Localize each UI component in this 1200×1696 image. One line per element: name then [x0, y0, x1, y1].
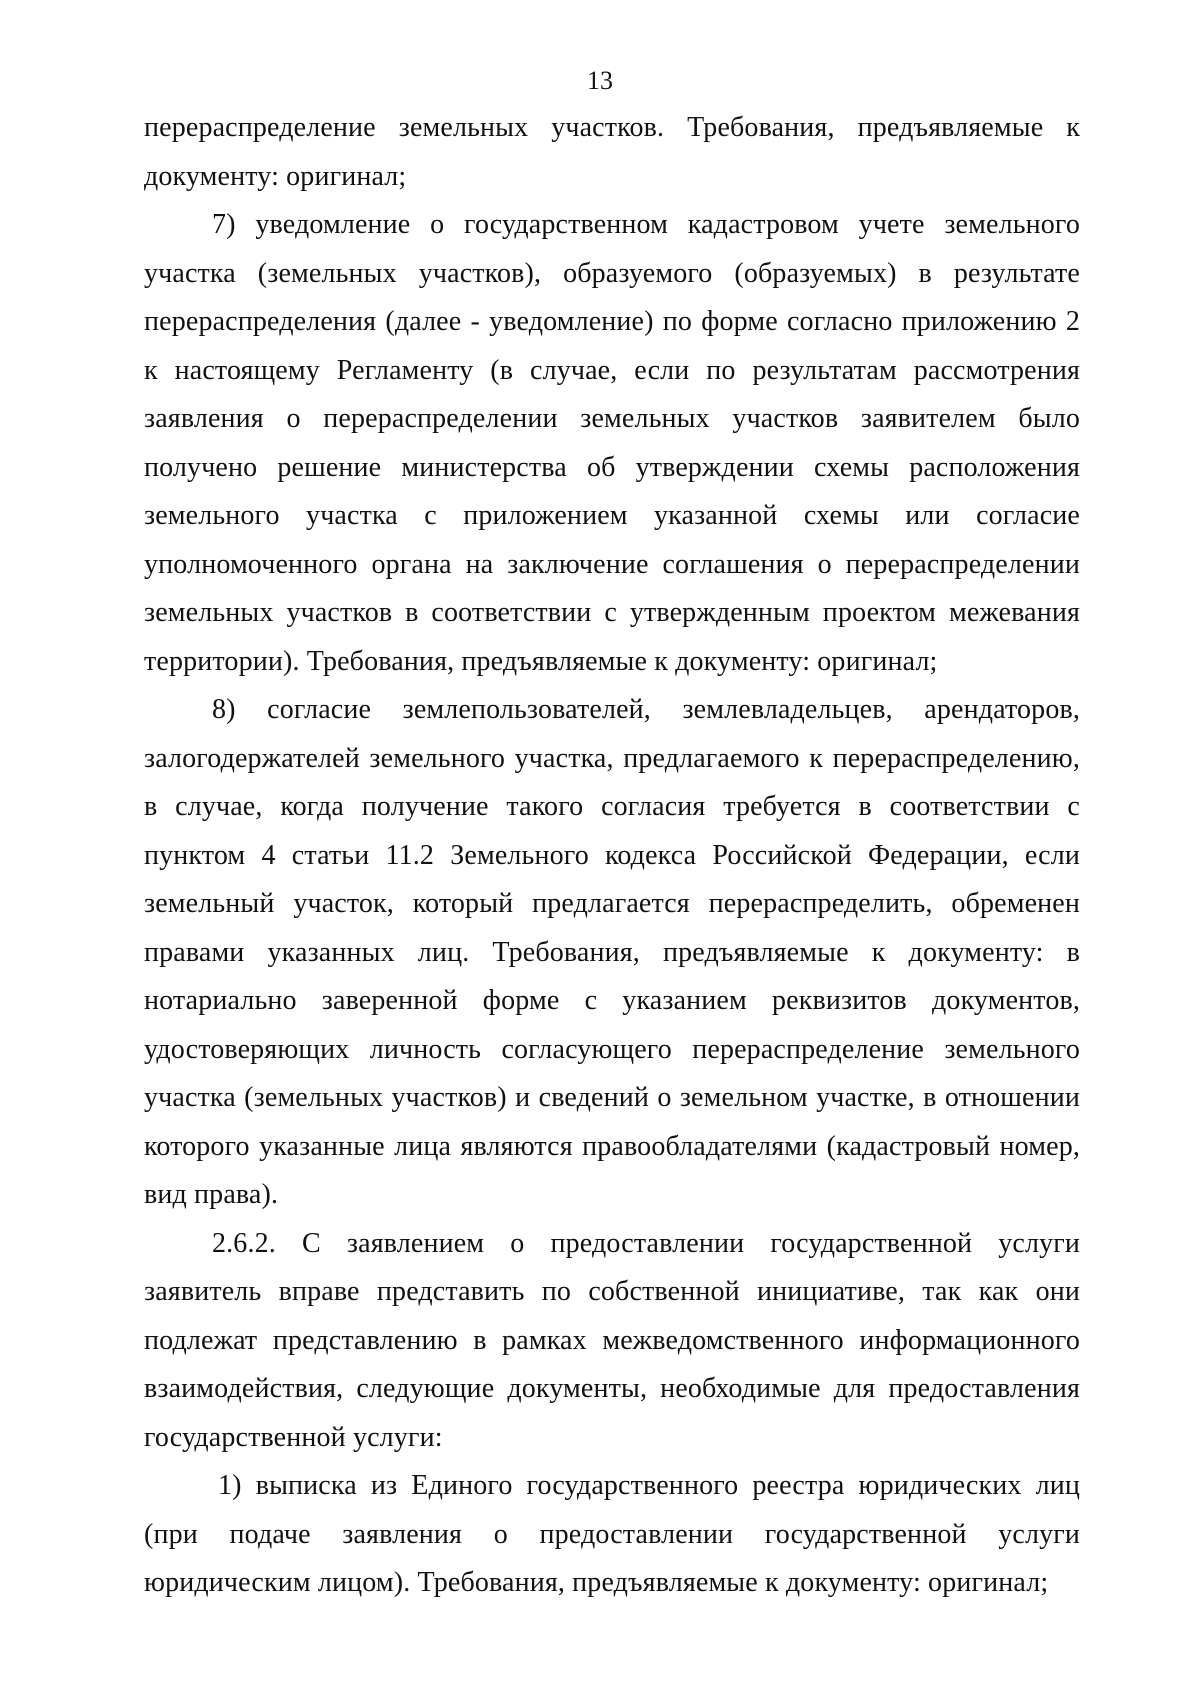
paragraph-continuation: перераспределение земельных участков. Требования, предъявляемые к документу: оригинал; — [144, 112, 1080, 192]
document-body — [144, 104, 1080, 1608]
paragraph-item-1: 1) выписка из Единого государственного реестра юридических лиц (при подаче заявления о предоставлении государственной услуги юридическим лицом). Требования, предъявляемые к документу: оригинал; — [144, 1470, 1080, 1598]
paragraph-item-7: 7) уведомление о государственном кадастровом учете земельного участка (земельных участков), образуемого (образуемых) в результате перераспределения (далее - уведомление) по форме согласно приложению 2 к настоящему Регламенту (в случае, если по результатам рассмотрения заявления о перераспределении земельных участков заявителем было получено решение министерства об утверждении схемы расположения земельного участка с приложением указанной схемы или согласие уполномоченного органа на заключение соглашения о перераспределении земельных участков в соответствии с утвержденным проектом межевания территории). Требования, предъявляемые к документу: оригинал; — [144, 209, 1080, 677]
paragraph-item-8: 8) согласие землепользователей, землевладельцев, арендаторов, залогодержателей земельного участка, предлагаемого к перераспределению, в случае, когда получение такого согласия требуется в соответствии с пунктом 4 статьи 11.2 Земельного кодекса Российской Федерации, если земельный участок, который предлагается перераспределить, обременен правами указанных лиц. Требования, предъявляемые к документу: в нотариально заверенной форме с указанием реквизитов документов, удостоверяющих личность согласующего перераспределение земельного участка (земельных участков) и сведений о земельном участке, в отношении которого указанные лица являются правообладателями (кадастровый номер, вид права). — [144, 694, 1080, 1210]
paragraph-section-2-6-2: 2.6.2. С заявлением о предоставлении государственной услуги заявитель вправе представить по собственной инициативе, так как они подлежат представлению в рамках межведомственного информационного взаимодействия, следующие документы, необходимые для предоставления государственной услуги: — [144, 1227, 1080, 1453]
page-number: 13 — [587, 66, 613, 95]
